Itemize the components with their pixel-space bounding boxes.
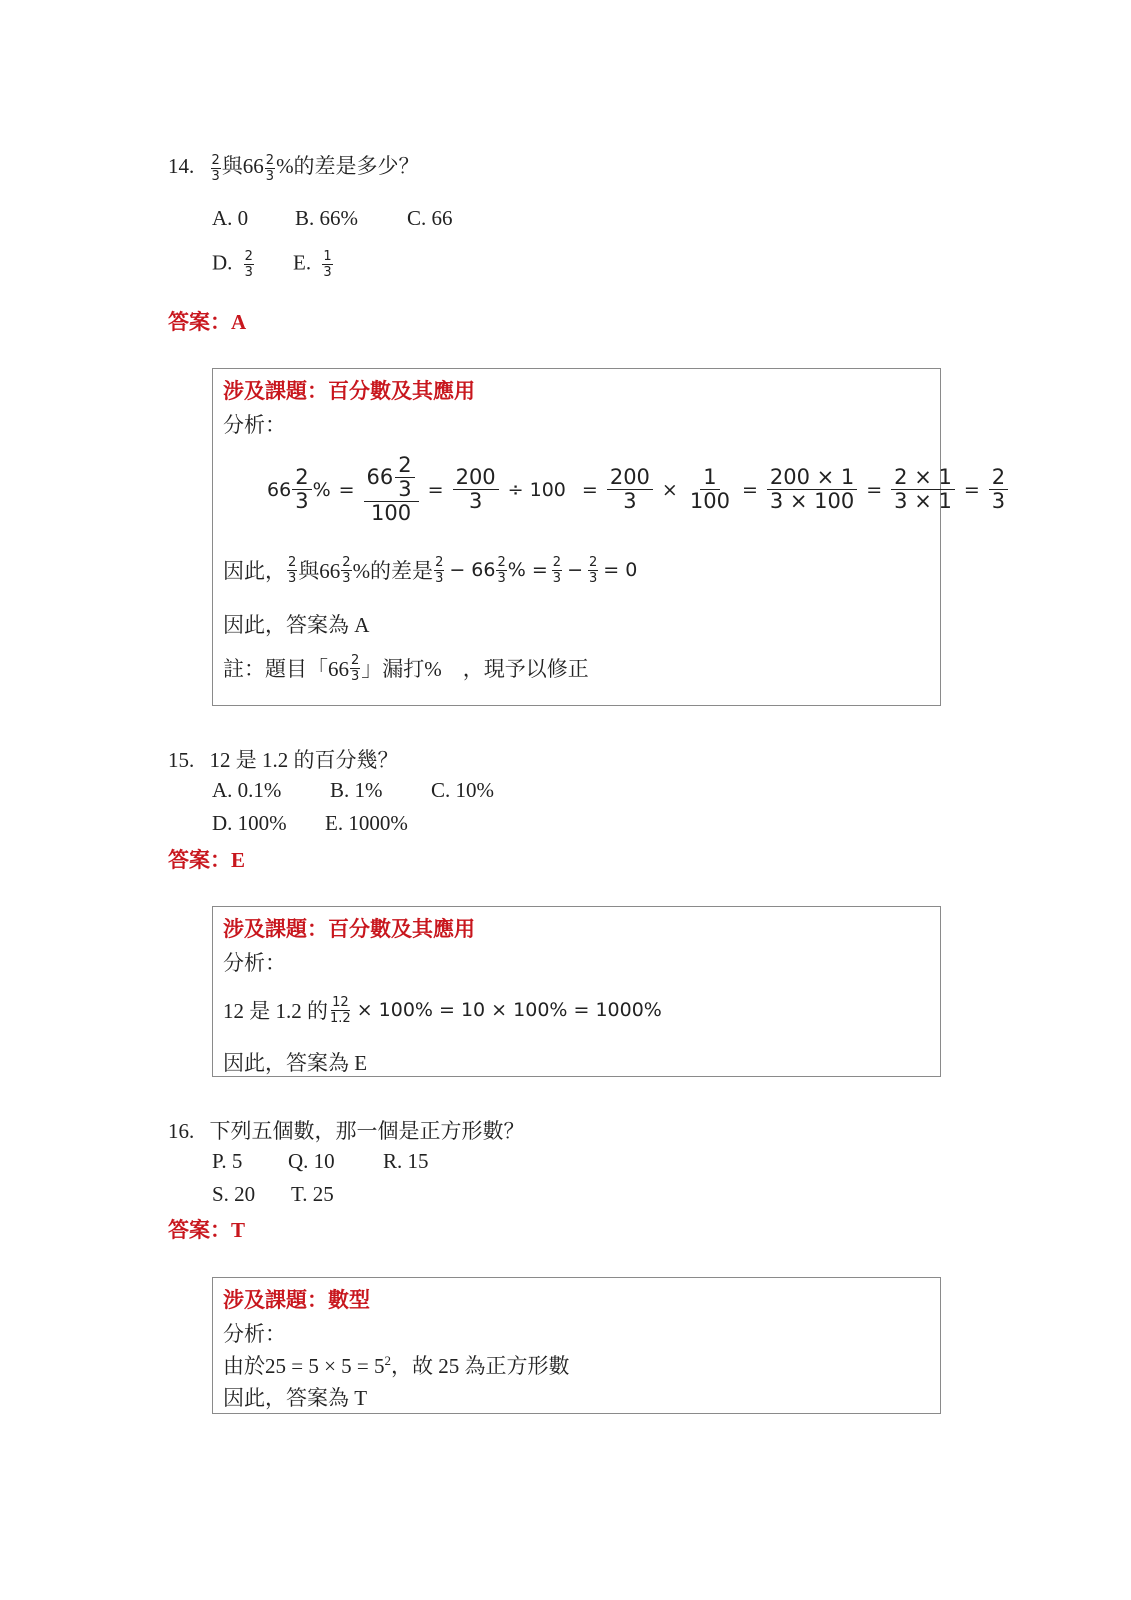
conclusion: 因此，答案為 A <box>223 613 370 637</box>
q16-option-r: R. 15 <box>383 1149 429 1173</box>
q15-option-d: D. 100% <box>212 811 287 835</box>
q15-stem: 15. 12 是 1.2 的百分幾？ <box>168 748 399 772</box>
q14-option-c: C. 66 <box>407 206 453 230</box>
topic-label: 涉及課題：數型 <box>223 1288 370 1312</box>
percentage-equation: 66 $\frac{2}{3}$ % = 66 $\frac{2}{3}$ 100 = $\frac{200}{3}$ ÷ 100 = $\frac{200}{3}$ × $\frac{1}{100}$ = $\frac{200 \times 1}{3 \times 100}$ = $\frac{2 \times 1}{3 \times 1}$ = $\frac{2}{3}$ <box>267 455 1009 524</box>
q15-answer: 答案：E <box>168 848 246 872</box>
topic-label: 涉及課題：百分數及其應用 <box>223 379 475 403</box>
q15-option-b: B. 1% <box>330 778 383 802</box>
q15-option-c: C. 10% <box>431 778 494 802</box>
question-number: 15. <box>168 748 195 772</box>
q14-option-e: E. $\frac{1}{3}$ <box>293 249 332 280</box>
square-number-reason: 由於$25 = 5 \times 5 = 5^2$，故 25 為正方形數 <box>223 1353 570 1378</box>
fraction-two-thirds: $\frac{2}{3}$ <box>244 249 253 280</box>
difference-line: 因此， $\frac{2}{3}$ 與66 $\frac{2}{3}$ %的差是 $\frac{2}{3}$ − 66 $\frac{2}{3}$ % = $\frac{2}{3}$ − $\frac{2}{3}$ = 0 <box>223 554 638 586</box>
analysis-label: 分析： <box>223 1322 286 1346</box>
question-number: 16. <box>168 1119 195 1143</box>
fraction-two-thirds: $\frac{2}{3}$ <box>211 152 220 184</box>
q15-option-e: E. 1000% <box>325 811 408 835</box>
question-number: 14. <box>168 154 195 178</box>
q14-answer: 答案：A <box>168 310 247 334</box>
q16-option-p: P. 5 <box>212 1149 243 1173</box>
conclusion: 因此，答案為 T <box>223 1386 368 1410</box>
percentage-calculation: 12 是 1.2 的 $\frac{12}{1.2}$ × 100% = 10 × 100% = 1000% <box>223 994 662 1026</box>
analysis-label: 分析： <box>223 413 286 437</box>
q14-option-d: D. $\frac{2}{3}$ <box>212 249 253 280</box>
q14-analysis-box <box>212 368 1006 706</box>
conclusion: 因此，答案為 E <box>223 1051 368 1075</box>
q16-stem: 16. 下列五個數，那一個是正方形數？ <box>168 1119 525 1143</box>
q16-option-s: S. 20 <box>212 1182 256 1206</box>
fraction-two-thirds: $\frac{2}{3}$ <box>265 152 275 184</box>
q16-option-q: Q. 10 <box>288 1149 335 1173</box>
q14-stem: 14. $\frac{2}{3}$ 與66 $\frac{2}{3}$ %的差是多少？ <box>168 152 420 184</box>
q14-option-a: A. 0 <box>212 206 249 230</box>
fraction-one-third: $\frac{1}{3}$ <box>323 249 332 280</box>
q14-option-b: B. 66% <box>295 206 358 230</box>
note: 註：題目「66 $\frac{2}{3}$ 」漏打% ，現予以修正 <box>223 652 589 684</box>
q16-answer: 答案：T <box>168 1218 246 1242</box>
q16-analysis-box <box>212 1277 941 1414</box>
analysis-label: 分析： <box>223 951 286 975</box>
q15-analysis-box <box>212 906 941 1077</box>
q15-option-a: A. 0.1% <box>212 778 282 802</box>
topic-label: 涉及課題：百分數及其應用 <box>223 917 475 941</box>
q16-option-t: T. 25 <box>291 1182 334 1206</box>
